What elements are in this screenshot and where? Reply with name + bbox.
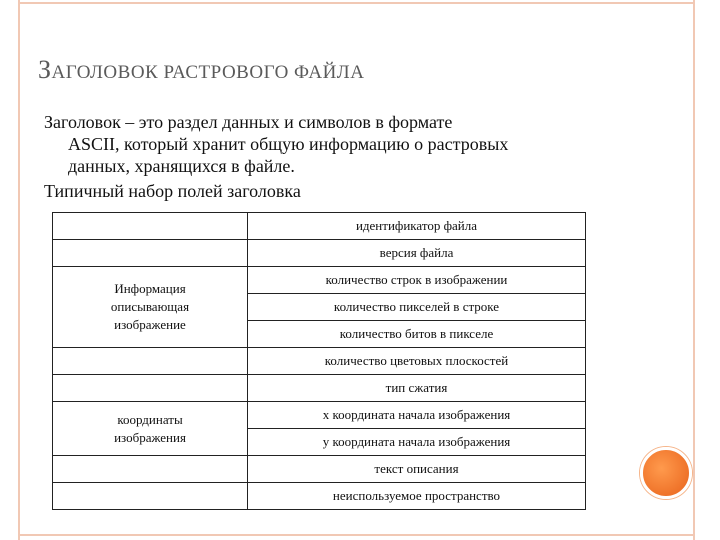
table-cell-empty [53,240,248,267]
table-cell: текст описания [248,456,586,483]
table-row [53,375,586,402]
table-cell: у координата начала изображения [248,429,586,456]
title-first-letter: З [38,55,52,84]
intro-paragraph [44,111,644,177]
table-cell: количество цветовых плоскостей [248,348,586,375]
paragraph-line-1: Заголовок – это раздел данных и символов в формате [44,112,453,132]
group-label-line: описывающая [110,299,190,314]
table-cell: тип сжатия [248,375,586,402]
group-label-line: Информация [114,281,186,296]
table-row [53,348,586,375]
table-cell: количество строк в изображении [248,267,586,294]
table-cell: версия файла [248,240,586,267]
group-cell-image-info [53,267,248,348]
table-cell-empty [53,213,248,240]
paragraph-line-2: ASCII, который хранит общую информацию о растровых [68,134,509,154]
table-row [53,456,586,483]
paragraph-line-3: данных, хранящихся в файле. [68,156,295,176]
header-fields-table [52,212,586,510]
frame-top-border [18,2,695,4]
table-row [53,402,586,429]
group-cell-coordinates [53,402,248,456]
decorative-circle-icon [640,447,692,499]
table-cell-empty [53,348,248,375]
table-cell-empty [53,375,248,402]
table-row [53,240,586,267]
frame-bottom-border [18,534,695,536]
table-cell-empty [53,456,248,483]
title-rest: АГОЛОВОК РАСТРОВОГО ФАЙЛА [51,62,365,83]
slide-title [38,55,364,85]
table-cell-empty [53,483,248,510]
table-cell: количество пикселей в строке [248,294,586,321]
table-cell: количество битов в пикселе [248,321,586,348]
group-label-line: изображения [114,429,186,445]
table-cell: х координата начала изображения [248,402,586,429]
table-caption: Типичный набор полей заголовка [44,181,301,201]
table-row [53,213,586,240]
table-cell: идентификатор файла [248,213,586,240]
table-cell: неиспользуемое пространство [248,483,586,510]
frame-right-border [693,0,695,540]
group-label-line: координаты [117,411,183,427]
group-label-line: изображение [114,317,186,332]
frame-left-border [18,0,20,540]
table-row [53,267,586,294]
table-row [53,483,586,510]
